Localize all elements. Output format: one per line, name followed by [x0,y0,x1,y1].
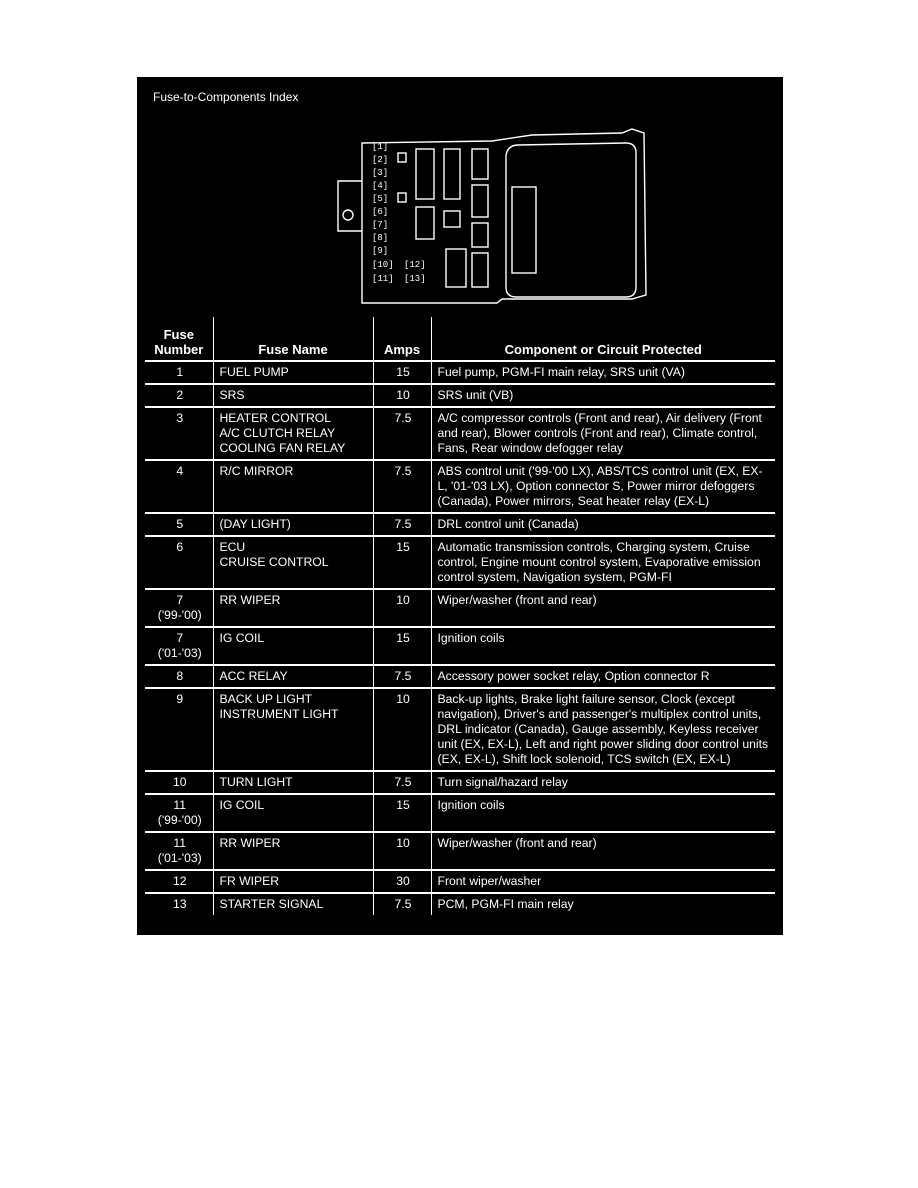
fuse-component: Accessory power socket relay, Option connector R [437,669,710,683]
table-row [145,832,775,870]
fuse-amps: 7.5 [373,407,431,460]
fuse-name: RR WIPER [213,832,373,870]
header-fuse-name: Fuse Name [213,317,373,361]
fuse-number: 7 ('99-'00) [145,589,213,627]
table-row [145,536,775,589]
slot-label-1: [1] [372,142,389,152]
fuse-name: RR WIPER [213,589,373,627]
table-row [145,893,775,915]
fuse-name: R/C MIRROR [213,460,373,513]
fuse-component: Fuel pump, PGM-FI main relay, SRS unit (VA) [437,365,685,379]
fuse-number: 8 [145,665,213,688]
fuse-amps: 7.5 [373,665,431,688]
fuse-number: 7 ('01-'03) [145,627,213,665]
fuse-amps: 15 [373,536,431,589]
table-row [145,589,775,627]
fuse-number: 9 [145,688,213,771]
fuse-component: Wiper/washer (front and rear) [437,593,597,607]
fuse-number: 1 [145,361,213,384]
table-row [145,794,775,832]
fuse-number: 10 [145,771,213,794]
fuse-name: (DAY LIGHT) [213,513,373,536]
fuse-name: IG COIL [213,627,373,665]
fuse-component: PCM, PGM-FI main relay [437,897,574,911]
fuse-number: 4 [145,460,213,513]
fuse-amps: 10 [373,832,431,870]
fuse-number: 3 [145,407,213,460]
table-row [145,460,775,513]
fuse-number: 5 [145,513,213,536]
fuse-name: BACK UP LIGHT INSTRUMENT LIGHT [213,688,373,771]
fuse-component: Automatic transmission controls, Charging system, Cruise control, Engine mount control system, Evaporative emission control system, Navigation system, PGM-FI [437,540,761,584]
fuse-amps: 15 [373,627,431,665]
fuse-amps: 10 [373,384,431,407]
fuse-number: 11 ('99-'00) [145,794,213,832]
fuse-index-panel [137,77,783,935]
fuse-number: 11 ('01-'03) [145,832,213,870]
fuse-number: 12 [145,870,213,893]
fuse-name: STARTER SIGNAL [213,893,373,915]
fuse-name: HEATER CONTROL A/C CLUTCH RELAY COOLING FAN RELAY [213,407,373,460]
fuse-table [145,317,775,915]
fuse-component: Wiper/washer (front and rear) [437,836,597,850]
fuse-name: TURN LIGHT [213,771,373,794]
table-row [145,665,775,688]
fuse-amps: 7.5 [373,460,431,513]
fuse-amps: 7.5 [373,513,431,536]
slot-label-5: [5] [372,194,389,204]
fuse-component: ABS control unit ('99-'00 LX), ABS/TCS control unit (EX, EX-L, '01-'03 LX), Option connector S, Power mirror defoggers (Canada), Power mirrors, Seat heater relay (EX-L) [437,464,763,508]
fuse-component: Ignition coils [437,798,505,812]
slot-label-3: [3] [372,168,389,178]
fuse-amps: 10 [373,688,431,771]
slot-label-11: [11] [372,274,394,284]
slot-label-13: [13] [404,274,426,284]
fuse-name: ACC RELAY [213,665,373,688]
fuse-box-svg [332,119,652,309]
fuse-amps: 15 [373,361,431,384]
fuse-component: A/C compressor controls (Front and rear), Air delivery (Front and rear), Blower controls (Front and rear), Climate control, Fans, Rear window defogger relay [437,411,762,455]
fuse-amps: 15 [373,794,431,832]
fuse-amps: 30 [373,870,431,893]
fuse-name: SRS [213,384,373,407]
table-row [145,407,775,460]
fuse-number: 6 [145,536,213,589]
fuse-amps: 7.5 [373,771,431,794]
slot-label-6: [6] [372,207,389,217]
header-component: Component or Circuit Protected [504,342,702,357]
table-row [145,870,775,893]
fuse-amps: 7.5 [373,893,431,915]
slot-label-7: [7] [372,220,389,230]
fuse-component: SRS unit (VB) [437,388,514,402]
slot-label-10: [10] [372,260,394,270]
table-row [145,384,775,407]
slot-label-4: [4] [372,181,389,191]
fuse-component: DRL control unit (Canada) [437,517,579,531]
fuse-name: IG COIL [213,794,373,832]
header-fuse-number: Fuse Number [145,317,213,361]
fuse-number: 13 [145,893,213,915]
fuse-name: FUEL PUMP [213,361,373,384]
fuse-component: Front wiper/washer [437,874,542,888]
table-row [145,513,775,536]
table-row [145,627,775,665]
fuse-component: Turn signal/hazard relay [437,775,568,789]
fuse-number: 2 [145,384,213,407]
fuse-component: Ignition coils [437,631,505,645]
fuse-name: ECU CRUISE CONTROL [213,536,373,589]
fuse-box-diagram [332,119,652,309]
slot-label-9: [9] [372,246,389,256]
fuse-amps: 10 [373,589,431,627]
slot-label-2: [2] [372,155,389,165]
table-row [145,771,775,794]
slot-label-8: [8] [372,233,389,243]
fuse-name: FR WIPER [213,870,373,893]
table-row [145,361,775,384]
table-row [145,688,775,771]
slot-label-12: [12] [404,260,426,270]
panel-title: Fuse-to-Components Index [153,90,299,104]
fuse-component: Back-up lights, Brake light failure sensor, Clock (except navigation), Driver's and passenger's multiplex control units, DRL indicator (Canada), Gauge assembly, Keyless receiver unit (EX, EX-L), Left and right power sliding door control units (EX, EX-L), Shift lock solenoid, TCS switch (EX, EX-L) [437,692,769,766]
header-amps: Amps [373,317,431,361]
